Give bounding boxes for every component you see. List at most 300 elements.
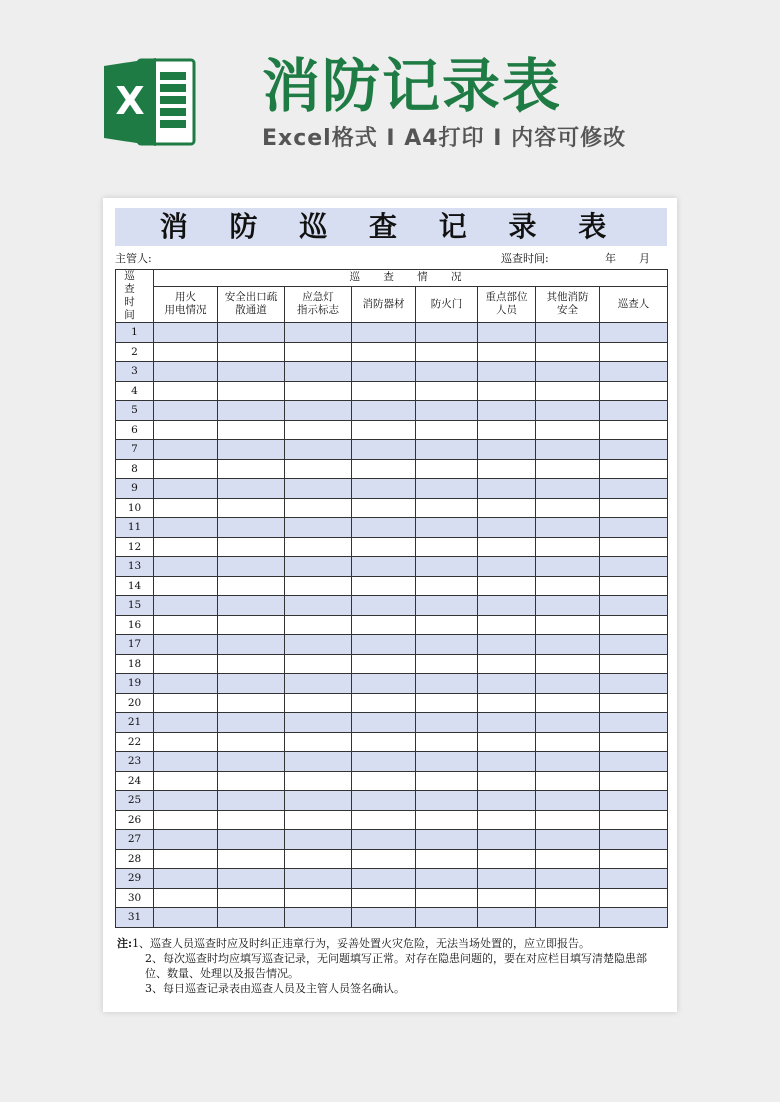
entry-cell[interactable] [285,810,352,830]
entry-cell[interactable] [352,771,416,791]
header-group: 巡 查 情 况 [154,270,668,287]
entry-cell[interactable] [154,576,218,596]
entry-cell[interactable] [285,635,352,655]
entry-cell[interactable] [285,420,352,440]
entry-cell[interactable] [416,810,478,830]
entry-cell[interactable] [416,342,478,362]
entry-cell[interactable] [285,401,352,421]
entry-cell[interactable] [600,908,668,928]
entry-cell[interactable] [416,420,478,440]
entry-cell[interactable] [416,576,478,596]
table-row [116,401,668,421]
entry-cell[interactable] [218,654,285,674]
entry-cell[interactable] [536,459,600,479]
entry-cell[interactable] [478,908,536,928]
entry-cell[interactable] [154,440,218,460]
entry-cell[interactable] [154,479,218,499]
entry-cell[interactable] [416,674,478,694]
entry-cell[interactable] [416,888,478,908]
entry-cell[interactable] [218,381,285,401]
entry-cell[interactable] [416,381,478,401]
day-cell: 26 [116,810,154,830]
day-cell: 11 [116,518,154,538]
entry-cell[interactable] [600,849,668,869]
document-title: 消 防 巡 查 记 录 表 [115,208,667,246]
entry-cell[interactable] [600,810,668,830]
day-cell: 19 [116,674,154,694]
entry-cell[interactable] [600,693,668,713]
day-cell: 21 [116,713,154,733]
table-row [116,693,668,713]
entry-cell[interactable] [285,459,352,479]
entry-cell[interactable] [352,323,416,343]
entry-cell[interactable] [536,693,600,713]
entry-cell[interactable] [478,381,536,401]
entry-cell[interactable] [218,596,285,616]
entry-cell[interactable] [536,537,600,557]
entry-cell[interactable] [416,830,478,850]
entry-cell[interactable] [154,518,218,538]
entry-cell[interactable] [536,615,600,635]
entry-cell[interactable] [285,771,352,791]
entry-cell[interactable] [352,713,416,733]
entry-cell[interactable] [352,869,416,889]
day-cell: 2 [116,342,154,362]
entry-cell[interactable] [600,752,668,772]
table-row [116,459,668,479]
entry-cell[interactable] [416,479,478,499]
entry-cell[interactable] [478,576,536,596]
entry-cell[interactable] [600,635,668,655]
entry-cell[interactable] [536,557,600,577]
entry-cell[interactable] [218,810,285,830]
entry-cell[interactable] [154,752,218,772]
entry-cell[interactable] [154,537,218,557]
note-1: 注:1、巡查人员巡查时应及时纠正违章行为，妥善处置火灾危险，无法当场处置的，应立即报告。 [117,937,591,950]
entry-cell[interactable] [154,849,218,869]
entry-cell[interactable] [600,518,668,538]
entry-cell[interactable] [416,908,478,928]
entry-cell[interactable] [416,362,478,382]
day-cell: 14 [116,576,154,596]
entry-cell[interactable] [285,752,352,772]
day-cell: 28 [116,849,154,869]
entry-cell[interactable] [600,830,668,850]
entry-cell[interactable] [416,498,478,518]
entry-cell[interactable] [478,518,536,538]
entry-cell[interactable] [536,381,600,401]
entry-cell[interactable] [600,342,668,362]
entry-cell[interactable] [600,459,668,479]
entry-cell[interactable] [285,732,352,752]
entry-cell[interactable] [218,869,285,889]
entry-cell[interactable] [285,869,352,889]
entry-cell[interactable] [478,420,536,440]
entry-cell[interactable] [416,615,478,635]
entry-cell[interactable] [218,440,285,460]
entry-cell[interactable] [600,420,668,440]
entry-cell[interactable] [536,654,600,674]
entry-cell[interactable] [218,732,285,752]
entry-cell[interactable] [536,479,600,499]
entry-cell[interactable] [600,791,668,811]
entry-cell[interactable] [352,732,416,752]
entry-cell[interactable] [478,752,536,772]
day-cell: 4 [116,381,154,401]
entry-cell[interactable] [154,381,218,401]
entry-cell[interactable] [285,830,352,850]
entry-cell[interactable] [536,596,600,616]
entry-cell[interactable] [352,459,416,479]
entry-cell[interactable] [352,342,416,362]
table-row [116,888,668,908]
entry-cell[interactable] [285,791,352,811]
entry-cell[interactable] [154,908,218,928]
entry-cell[interactable] [536,401,600,421]
entry-cell[interactable] [218,362,285,382]
entry-cell[interactable] [154,498,218,518]
entry-cell[interactable] [536,849,600,869]
entry-cell[interactable] [536,830,600,850]
table-row [116,771,668,791]
entry-cell[interactable] [352,791,416,811]
entry-cell[interactable] [218,615,285,635]
entry-cell[interactable] [285,362,352,382]
entry-cell[interactable] [478,674,536,694]
entry-cell[interactable] [416,557,478,577]
entry-cell[interactable] [478,498,536,518]
entry-cell[interactable] [218,752,285,772]
entry-cell[interactable] [285,479,352,499]
entry-cell[interactable] [600,888,668,908]
entry-cell[interactable] [478,537,536,557]
entry-cell[interactable] [416,713,478,733]
entry-cell[interactable] [285,498,352,518]
entry-cell[interactable] [218,693,285,713]
entry-cell[interactable] [154,674,218,694]
entry-cell[interactable] [285,654,352,674]
entry-cell[interactable] [536,420,600,440]
entry-cell[interactable] [352,440,416,460]
svg-text:X: X [115,79,145,123]
entry-cell[interactable] [416,401,478,421]
entry-cell[interactable] [154,323,218,343]
entry-cell[interactable] [416,654,478,674]
entry-cell[interactable] [154,732,218,752]
entry-cell[interactable] [536,576,600,596]
entry-cell[interactable] [285,537,352,557]
entry-cell[interactable] [154,830,218,850]
table-row [116,713,668,733]
entry-cell[interactable] [218,635,285,655]
table-row [116,654,668,674]
entry-cell[interactable] [600,479,668,499]
entry-cell[interactable] [600,713,668,733]
entry-cell[interactable] [352,752,416,772]
entry-cell[interactable] [416,732,478,752]
entry-cell[interactable] [416,693,478,713]
entry-cell[interactable] [285,576,352,596]
entry-cell[interactable] [285,888,352,908]
entry-cell[interactable] [416,869,478,889]
entry-cell[interactable] [218,537,285,557]
day-cell: 23 [116,752,154,772]
entry-cell[interactable] [536,323,600,343]
entry-cell[interactable] [218,498,285,518]
entry-cell[interactable] [218,908,285,928]
entry-cell[interactable] [154,810,218,830]
entry-cell[interactable] [285,518,352,538]
entry-cell[interactable] [600,596,668,616]
entry-cell[interactable] [218,518,285,538]
day-cell: 1 [116,323,154,343]
entry-cell[interactable] [536,732,600,752]
entry-cell[interactable] [536,752,600,772]
entry-cell[interactable] [154,654,218,674]
entry-cell[interactable] [285,557,352,577]
entry-cell[interactable] [285,674,352,694]
entry-cell[interactable] [352,693,416,713]
entry-cell[interactable] [285,323,352,343]
column-header: 用火 用电情况 [154,286,218,322]
entry-cell[interactable] [285,908,352,928]
entry-cell[interactable] [478,596,536,616]
entry-cell[interactable] [416,440,478,460]
entry-cell[interactable] [218,401,285,421]
entry-cell[interactable] [154,635,218,655]
entry-cell[interactable] [600,401,668,421]
entry-cell[interactable] [600,869,668,889]
table-row [116,674,668,694]
entry-cell[interactable] [285,342,352,362]
entry-cell[interactable] [600,576,668,596]
entry-cell[interactable] [536,771,600,791]
entry-cell[interactable] [416,752,478,772]
entry-cell[interactable] [285,596,352,616]
entry-cell[interactable] [218,420,285,440]
entry-cell[interactable] [218,888,285,908]
entry-cell[interactable] [218,830,285,850]
entry-cell[interactable] [218,771,285,791]
entry-cell[interactable] [416,771,478,791]
entry-cell[interactable] [478,888,536,908]
entry-cell[interactable] [218,459,285,479]
day-cell: 6 [116,420,154,440]
entry-cell[interactable] [352,635,416,655]
entry-cell[interactable] [352,888,416,908]
entry-cell[interactable] [352,830,416,850]
entry-cell[interactable] [536,888,600,908]
entry-cell[interactable] [285,849,352,869]
table-row [116,732,668,752]
entry-cell[interactable] [154,615,218,635]
day-cell: 16 [116,615,154,635]
entry-cell[interactable] [352,654,416,674]
supervisor-label: 主管人: [115,252,152,265]
entry-cell[interactable] [352,557,416,577]
entry-cell[interactable] [478,401,536,421]
entry-cell[interactable] [352,498,416,518]
table-row [116,849,668,869]
entry-cell[interactable] [536,635,600,655]
entry-cell[interactable] [154,596,218,616]
entry-cell[interactable] [536,810,600,830]
entry-cell[interactable] [478,693,536,713]
entry-cell[interactable] [536,713,600,733]
day-cell: 15 [116,596,154,616]
entry-cell[interactable] [478,479,536,499]
entry-cell[interactable] [478,362,536,382]
entry-cell[interactable] [536,674,600,694]
entry-cell[interactable] [154,342,218,362]
entry-cell[interactable] [478,654,536,674]
table-row [116,576,668,596]
entry-cell[interactable] [416,635,478,655]
day-cell: 27 [116,830,154,850]
day-cell: 13 [116,557,154,577]
entry-cell[interactable] [352,401,416,421]
entry-cell[interactable] [352,596,416,616]
entry-cell[interactable] [416,849,478,869]
entry-cell[interactable] [285,693,352,713]
entry-cell[interactable] [600,654,668,674]
entry-cell[interactable] [600,323,668,343]
entry-cell[interactable] [478,440,536,460]
entry-cell[interactable] [352,849,416,869]
entry-cell[interactable] [478,713,536,733]
entry-cell[interactable] [154,420,218,440]
entry-cell[interactable] [478,615,536,635]
entry-cell[interactable] [600,615,668,635]
entry-cell[interactable] [478,342,536,362]
entry-cell[interactable] [154,693,218,713]
entry-cell[interactable] [352,615,416,635]
table-row [116,752,668,772]
entry-cell[interactable] [218,342,285,362]
entry-cell[interactable] [154,362,218,382]
entry-cell[interactable] [478,869,536,889]
entry-cell[interactable] [478,557,536,577]
column-header: 应急灯 指示标志 [285,286,352,322]
entry-cell[interactable] [218,557,285,577]
entry-cell[interactable] [352,479,416,499]
entry-cell[interactable] [536,791,600,811]
entry-cell[interactable] [218,849,285,869]
entry-cell[interactable] [416,518,478,538]
entry-cell[interactable] [154,557,218,577]
entry-cell[interactable] [478,791,536,811]
inspection-table [115,269,668,928]
entry-cell[interactable] [478,830,536,850]
entry-cell[interactable] [600,440,668,460]
entry-cell[interactable] [478,323,536,343]
notes-section [117,936,665,996]
table-row [116,518,668,538]
entry-cell[interactable] [600,498,668,518]
entry-cell[interactable] [285,615,352,635]
day-cell: 31 [116,908,154,928]
entry-cell[interactable] [478,771,536,791]
table-row [116,342,668,362]
entry-cell[interactable] [416,459,478,479]
entry-cell[interactable] [218,323,285,343]
entry-cell[interactable] [352,420,416,440]
entry-cell[interactable] [478,849,536,869]
entry-cell[interactable] [218,576,285,596]
entry-cell[interactable] [600,381,668,401]
entry-cell[interactable] [154,771,218,791]
entry-cell[interactable] [600,732,668,752]
entry-cell[interactable] [416,323,478,343]
entry-cell[interactable] [218,479,285,499]
entry-cell[interactable] [536,342,600,362]
entry-cell[interactable] [285,713,352,733]
day-cell: 20 [116,693,154,713]
entry-cell[interactable] [536,908,600,928]
entry-cell[interactable] [478,810,536,830]
header-day: 巡查 时间 [116,270,154,323]
entry-cell[interactable] [285,440,352,460]
day-cell: 10 [116,498,154,518]
entry-cell[interactable] [478,732,536,752]
entry-cell[interactable] [352,518,416,538]
day-cell: 5 [116,401,154,421]
entry-cell[interactable] [352,810,416,830]
entry-cell[interactable] [600,557,668,577]
entry-cell[interactable] [154,401,218,421]
entry-cell[interactable] [416,596,478,616]
entry-cell[interactable] [352,537,416,557]
entry-cell[interactable] [218,713,285,733]
table-row [116,381,668,401]
entry-cell[interactable] [352,908,416,928]
entry-cell[interactable] [536,518,600,538]
entry-cell[interactable] [600,537,668,557]
entry-cell[interactable] [600,674,668,694]
page-title: 消防记录表 [262,52,563,120]
entry-cell[interactable] [154,888,218,908]
entry-cell[interactable] [536,498,600,518]
entry-cell[interactable] [536,362,600,382]
table-row [116,557,668,577]
entry-cell[interactable] [416,791,478,811]
entry-cell[interactable] [600,362,668,382]
entry-cell[interactable] [352,362,416,382]
column-header: 巡查人 [600,286,668,322]
entry-cell[interactable] [478,635,536,655]
entry-cell[interactable] [536,440,600,460]
entry-cell[interactable] [478,459,536,479]
entry-cell[interactable] [536,869,600,889]
entry-cell[interactable] [218,791,285,811]
entry-cell[interactable] [218,674,285,694]
document-preview [103,198,677,1012]
entry-cell[interactable] [352,576,416,596]
day-cell: 3 [116,362,154,382]
entry-cell[interactable] [154,459,218,479]
entry-cell[interactable] [154,869,218,889]
entry-cell[interactable] [352,674,416,694]
entry-cell[interactable] [600,771,668,791]
table-row [116,596,668,616]
entry-cell[interactable] [285,381,352,401]
entry-cell[interactable] [352,381,416,401]
column-header: 重点部位 人员 [478,286,536,322]
entry-cell[interactable] [154,791,218,811]
entry-cell[interactable] [416,537,478,557]
entry-cell[interactable] [154,713,218,733]
table-row [116,420,668,440]
